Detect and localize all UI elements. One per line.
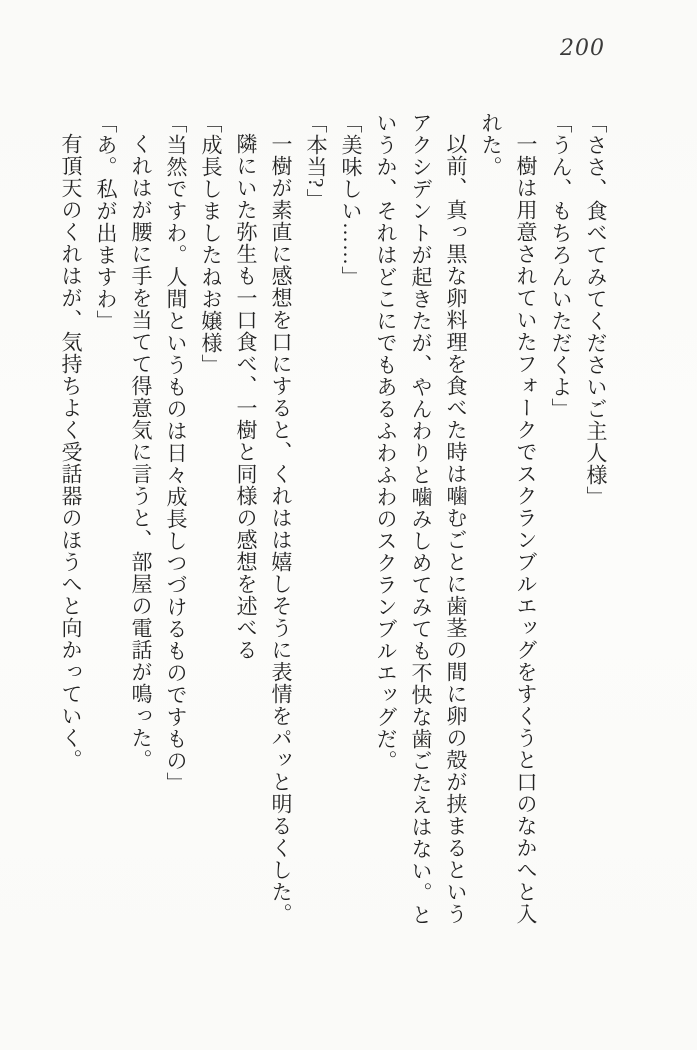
- paragraph: 「美味しい……」: [339, 112, 363, 288]
- paragraph: 有頂天のくれはが、気持ちよく受話器のほうへと向かっていく。: [59, 133, 83, 771]
- paragraph: 一樹は用意されていたフォークでスクランブルエッグをすくうと口のなかへと入れた。: [479, 112, 538, 925]
- paragraph: 「本当?」: [304, 112, 328, 211]
- page-number: 200: [560, 36, 605, 61]
- paragraph: 以前、真っ黒な卵料理を食べた時は噛むごとに歯茎の間に卵の殻が挟まるというアクシデントが起きたが、やんわりと噛みしめてみても不快な歯ごたえはない。というか、それはどこにでもあるふわふわのスクランブルエッグだ。: [374, 112, 468, 926]
- paragraph: 「当然ですわ。人間というものは日々成長しつづけるものですもの」: [164, 112, 188, 794]
- paragraph: 「うん、もちろんいただくよ」: [549, 112, 573, 420]
- paragraph: くれはが腰に手を当てて得意気に言うと、部屋の電話が鳴った。: [129, 133, 153, 771]
- paragraph: 隣にいた弥生も一口食べ、一樹と同様の感想を述べる: [234, 133, 258, 661]
- paragraph: 「ささ、食べてみてくださいご主人様」: [584, 112, 608, 508]
- text-block: [53, 112, 613, 946]
- paragraph: 「あ。私が出ますわ」: [94, 112, 118, 332]
- paragraph: 「成長しましたねお嬢様」: [199, 112, 223, 376]
- paragraph: 一樹が素直に感想を口にすると、くれはは嬉しそうに表情をパッと明るくした。: [269, 133, 293, 925]
